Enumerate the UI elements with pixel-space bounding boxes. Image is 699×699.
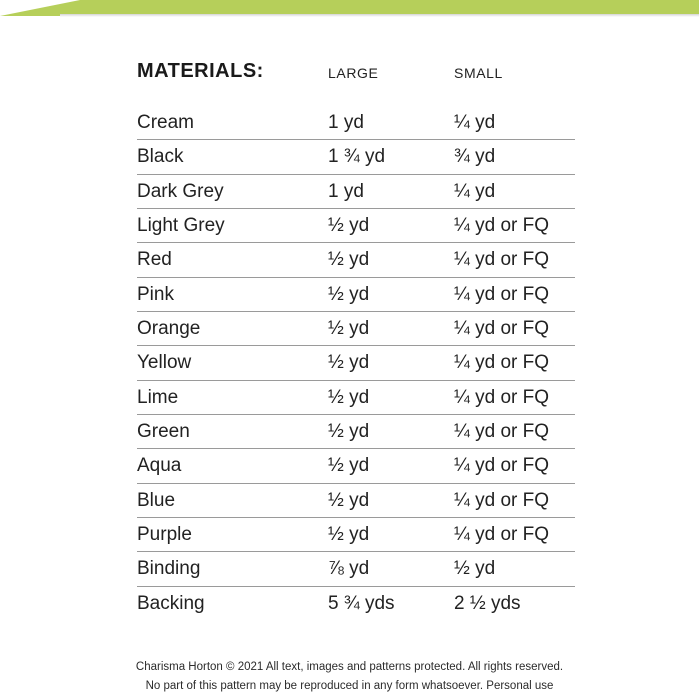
copyright-footer: [0, 658, 699, 696]
material-name: Cream: [137, 112, 195, 133]
materials-title: MATERIALS:: [137, 60, 264, 82]
small-quantity: ¼ yd or FQ: [454, 455, 550, 477]
material-name: Dark Grey: [137, 180, 224, 202]
material-name: Black: [137, 146, 184, 168]
table-row: [137, 243, 575, 277]
small-quantity: ¾ yd: [454, 146, 496, 168]
material-name: Backing: [137, 592, 205, 614]
small-quantity: ¼ yd or FQ: [454, 352, 550, 374]
large-quantity: ⅞ yd: [328, 558, 370, 580]
large-quantity: ½ yd: [328, 489, 370, 511]
material-name: Binding: [137, 558, 201, 580]
small-quantity: ¼ yd or FQ: [454, 489, 550, 511]
large-quantity: 5 ¾ yds: [328, 592, 395, 614]
table-row: [137, 587, 575, 621]
materials-header: [137, 60, 577, 88]
small-quantity: ¼ yd or FQ: [454, 524, 550, 546]
large-quantity: ½ yd: [328, 524, 370, 546]
material-name: Lime: [137, 386, 179, 408]
table-row: [137, 175, 575, 209]
large-quantity: ½ yd: [328, 249, 370, 271]
small-quantity: ½ yd: [454, 558, 496, 580]
large-quantity: 1 yd: [328, 112, 364, 133]
material-name: Aqua: [137, 455, 182, 477]
large-quantity: 1 yd: [328, 180, 364, 202]
material-name: Blue: [137, 489, 176, 511]
large-quantity: 1 ¾ yd: [328, 146, 386, 168]
top-band-shadow: [60, 14, 699, 17]
table-row: [137, 346, 575, 380]
material-name: Pink: [137, 283, 174, 305]
table-row: [137, 278, 575, 312]
column-header-small: SMALL: [454, 65, 503, 81]
small-quantity: ¼ yd or FQ: [454, 318, 550, 340]
large-quantity: ½ yd: [328, 283, 370, 305]
materials-table: [137, 106, 575, 621]
footer-line-1: Charisma Horton © 2021 All text, images and patterns protected. All rights reserved.: [135, 661, 564, 673]
table-row: [137, 552, 575, 586]
table-row: [137, 106, 575, 140]
material-name: Green: [137, 421, 190, 443]
small-quantity: ¼ yd or FQ: [454, 386, 550, 408]
material-name: Yellow: [137, 352, 192, 374]
material-name: Orange: [137, 318, 201, 340]
large-quantity: ½ yd: [328, 455, 370, 477]
large-quantity: ½ yd: [328, 352, 370, 374]
table-row: [137, 449, 575, 483]
large-quantity: ½ yd: [328, 386, 370, 408]
small-quantity: ¼ yd or FQ: [454, 283, 550, 305]
material-name: Red: [137, 249, 172, 271]
table-row: [137, 140, 575, 174]
small-quantity: ¼ yd or FQ: [454, 215, 550, 237]
small-quantity: ¼ yd or FQ: [454, 421, 550, 443]
material-name: Purple: [137, 524, 192, 546]
table-row: [137, 312, 575, 346]
small-quantity: ¼ yd: [454, 180, 496, 202]
table-row: [137, 518, 575, 552]
small-quantity: ¼ yd: [454, 112, 496, 133]
large-quantity: ½ yd: [328, 215, 370, 237]
table-row: [137, 415, 575, 449]
small-quantity: ¼ yd or FQ: [454, 249, 550, 271]
table-row: [137, 209, 575, 243]
small-quantity: 2 ½ yds: [454, 592, 521, 614]
table-row: [137, 484, 575, 518]
table-row: [137, 381, 575, 415]
large-quantity: ½ yd: [328, 421, 370, 443]
footer-line-2: No part of this pattern may be reproduced in any form whatsoever. Personal use: [145, 680, 554, 692]
material-name: Light Grey: [137, 215, 225, 237]
large-quantity: ½ yd: [328, 318, 370, 340]
column-header-large: LARGE: [328, 65, 379, 81]
